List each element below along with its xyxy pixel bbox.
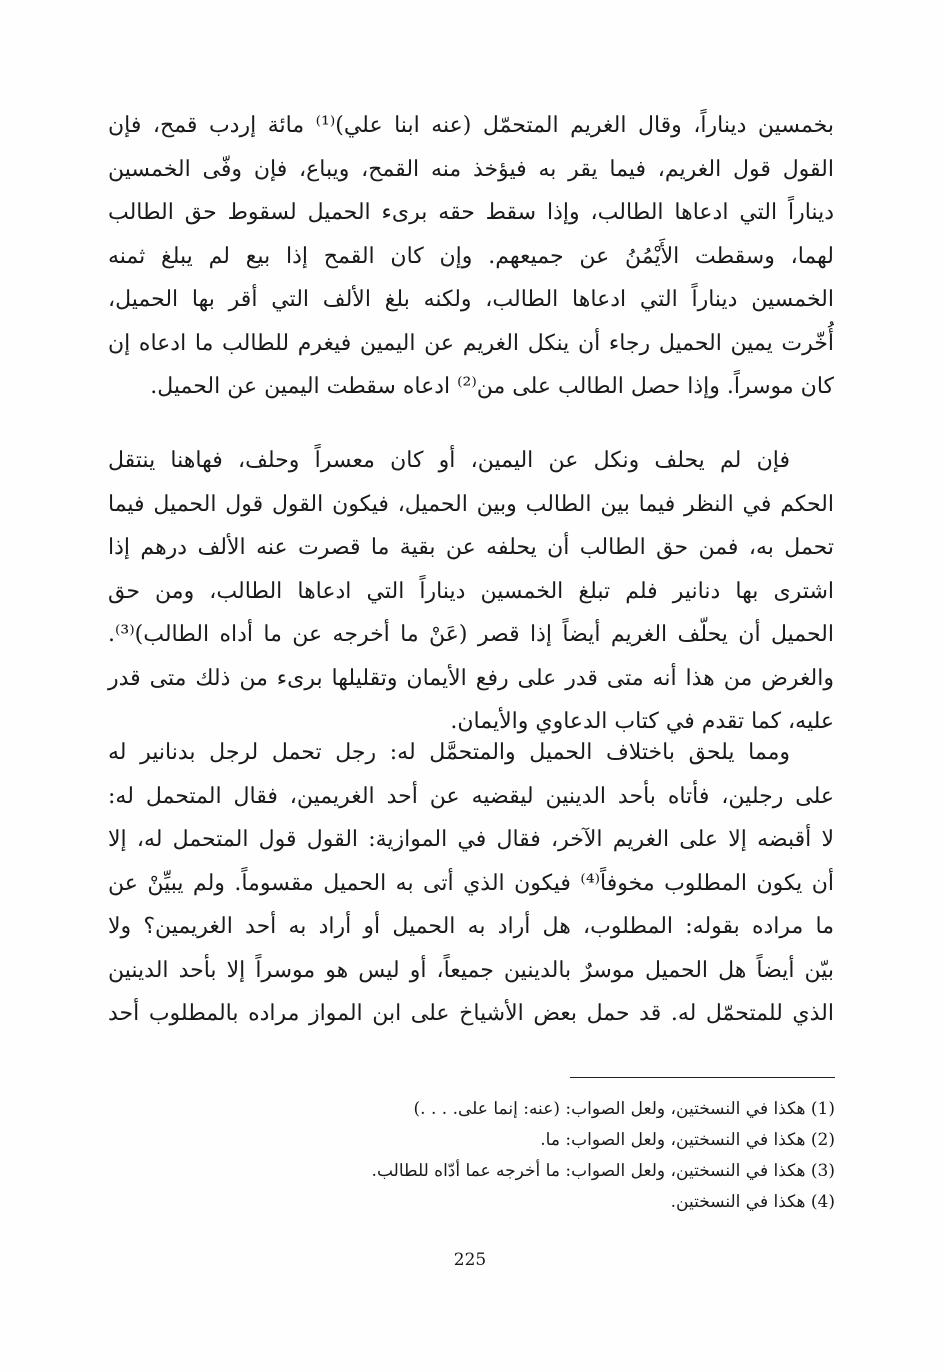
text-line: الذي للمتحمّل له. قد حمل بعض الأشياخ على ابن المواز مراده بالمطلوب أحد — [108, 1001, 834, 1026]
paragraph-1 — [108, 104, 834, 409]
footnote-3: (3) هكذا في النسختين، ولعل الصواب: ما أخرجه عما أدّاه للطالب. — [371, 1161, 835, 1181]
text-line: ما مراده بقوله: المطلوب، هل أراد به الحميل أو أراد به أحد الغريمين؟ ولا — [108, 914, 834, 939]
text-line: أن يكون المطلوب مخوفاً⁽⁴⁾ فيكون الذي أتى به الحميل مقسوماً. ولم يبيِّنْ عن — [108, 870, 834, 896]
text-line: الخمسين ديناراً التي ادعاها الطالب، ولكنه بلغ الألف التي أقر بها الحميل، — [108, 287, 834, 312]
text-line: لهما، وسقطت الأَيْمُنُ عن جميعهم. وإن كان القمح إذا بيع لم يبلغ ثمنه — [108, 243, 834, 269]
footnote-1: (1) هكذا في النسختين، ولعل الصواب: (عنه: إنما على. . . .) — [413, 1099, 835, 1119]
text-line: ديناراً التي ادعاها الطالب، وإذا سقط حقه برىء الحميل لسقوط حق الطالب — [108, 200, 834, 225]
text-line: الحميل أن يحلّف الغريم أيضاً إذا قصر (عَنْ ما أخرجه عن ما أداه الطالب)⁽³⁾. — [108, 622, 834, 647]
text-line: بخمسين ديناراً، وقال الغريم المتحمّل (عنه ابنا علي)⁽¹⁾ مائة إردب قمح، فإن — [108, 113, 834, 138]
text-line: والغرض من هذا أنه متى قدر على رفع الأيمان وتقليلها برىء من ذلك متى قدر — [108, 665, 834, 691]
footnote-divider — [570, 1077, 835, 1078]
text-line: لا أقبضه إلا على الغريم الآخر، فقال في الموازية: القول قول المتحمل له، إلا — [108, 827, 834, 852]
text-line: أُخّرت يمين الحميل رجاء أن ينكل الغريم عن اليمين فيغرم للطالب ما ادعاه إن — [108, 330, 834, 356]
text-line: فإن لم يحلف ونكل عن اليمين، أو كان معسراً وحلف، فهاهنا ينتقل — [108, 448, 790, 473]
paragraph-3 — [108, 731, 834, 1036]
footnote-4: (4) هكذا في النسختين. — [670, 1192, 835, 1212]
text-line: تحمل به، فمن حق الطالب أن يحلفه عن بقية ما قصرت عنه الألف درهم إذا — [108, 535, 834, 560]
paragraph-2 — [108, 439, 834, 744]
text-line: بيّن أيضاً هل الحميل موسرٌ بالدينين جميعاً، أو ليس هو موسراً إلا بأحد الدينين — [108, 957, 835, 983]
text-line: اشترى بها دنانير فلم تبلغ الخمسين ديناراً التي ادعاها الطالب، ومن حق — [108, 578, 834, 604]
text-line: ومما يلحق باختلاف الحميل والمتحمَّل له: رجل تحمل لرجل بدنانير له — [108, 740, 790, 765]
footnotes — [300, 1094, 835, 1218]
text-line: عليه، كما تقدم في كتاب الدعاوي والأيمان. — [450, 709, 834, 734]
page-number: 225 — [453, 1250, 487, 1270]
footnote-2: (2) هكذا في النسختين، ولعل الصواب: ما. — [540, 1130, 835, 1150]
text-line: على رجلين، فأتاه بأحد الدينين ليقضيه عن أحد الغريمين، فقال المتحمل له: — [108, 783, 834, 809]
text-line: القول قول الغريم، فيما يقر به فيؤخذ منه القمح، ويباع، فإن وفّى الخمسين — [108, 156, 834, 182]
text-line: الحكم في النظر فيما بين الطالب وبين الحميل، فيكون القول قول الحميل فيما — [108, 491, 834, 517]
text-line: كان موسراً. وإذا حصل الطالب على من⁽²⁾ ادعاه سقطت اليمين عن الحميل. — [150, 374, 834, 399]
